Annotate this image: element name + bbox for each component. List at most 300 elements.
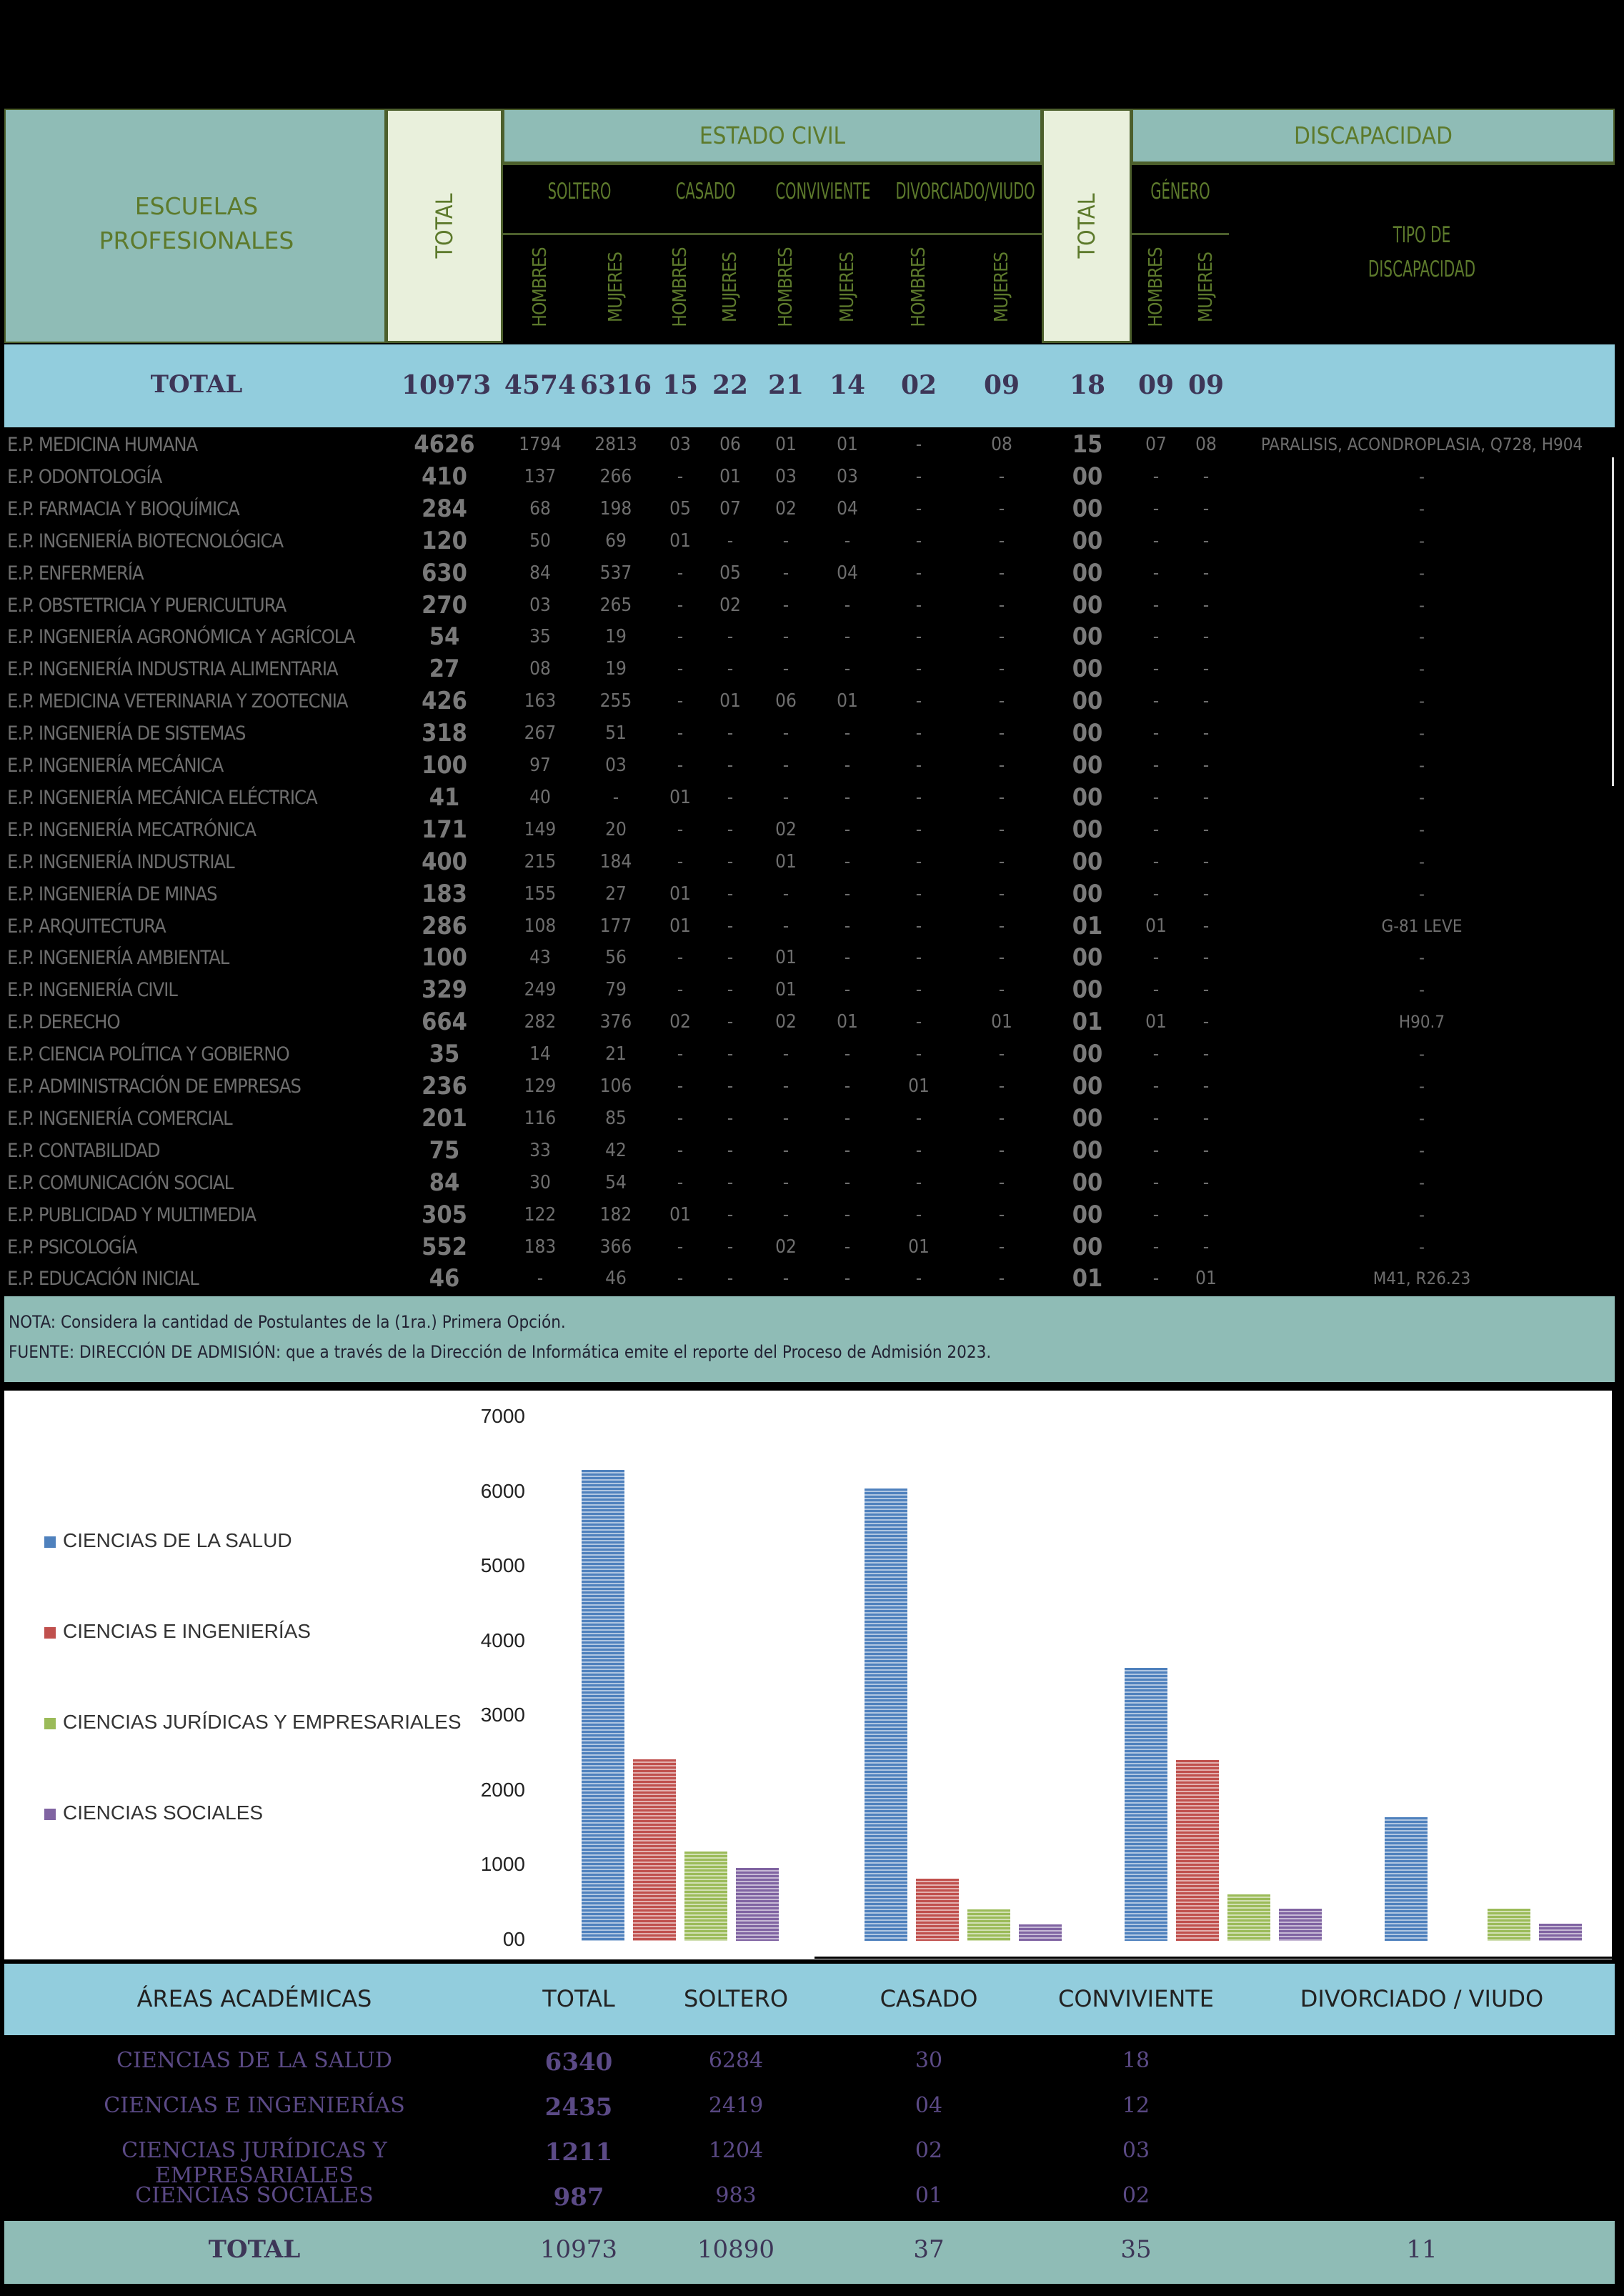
chart-bar: [1279, 1909, 1322, 1941]
table-row: [6, 557, 1613, 590]
table-row: [6, 717, 1613, 750]
cell-value: 68: [529, 497, 551, 520]
cell-value: -: [782, 786, 789, 808]
school-name: E.P. DERECHO: [7, 1011, 120, 1034]
cell-value: -: [782, 626, 789, 648]
header-escuelas: ESCUELAS PROFESIONALES: [99, 192, 294, 254]
cell-value: -: [782, 1139, 789, 1161]
cell-value: 01: [1072, 1264, 1103, 1293]
cell-value: 267: [524, 722, 557, 745]
table-row: [6, 653, 1613, 685]
disability-type: -: [1419, 980, 1425, 1000]
header-mujeres: MUJERES: [719, 252, 741, 322]
cell-value: -: [727, 626, 734, 648]
cell-value: -: [1152, 530, 1160, 552]
header-mujeres: MUJERES: [837, 252, 858, 322]
cell-value: 284: [422, 494, 467, 523]
table-row: [6, 814, 1613, 846]
cell-value: 00: [1072, 1072, 1103, 1100]
cell-value: -: [677, 818, 684, 840]
cell-value: 630: [422, 558, 467, 587]
disability-type: -: [1419, 595, 1425, 615]
cell-value: -: [1152, 626, 1160, 648]
cell-value: 05: [719, 562, 741, 584]
cell-value: 171: [422, 815, 467, 844]
cell-value: 01: [837, 1011, 858, 1033]
disability-type: M41, R26.23: [1373, 1268, 1471, 1289]
total-row-value: 09: [983, 370, 1020, 400]
cell-value: -: [1152, 883, 1160, 905]
cell-value: -: [782, 1268, 789, 1290]
cell-value: 51: [605, 722, 627, 745]
header-total2: TOTAL: [1073, 193, 1100, 259]
cell-value: -: [1202, 883, 1210, 905]
cell-value: -: [998, 1107, 1005, 1129]
total-row-value: 10973: [402, 370, 492, 400]
cell-value: -: [915, 594, 922, 616]
table-row: [6, 429, 1613, 461]
chart-bar: [684, 1852, 727, 1941]
cell-value: 155: [524, 883, 557, 905]
cell-value: -: [915, 1203, 922, 1226]
cell-value: 01: [775, 850, 797, 873]
school-name: E.P. INGENIERÍA INDUSTRIAL: [7, 850, 234, 873]
cell-value: -: [844, 626, 851, 648]
disability-type: -: [1419, 530, 1425, 551]
cell-value: -: [727, 786, 734, 808]
cell-value: -: [782, 1107, 789, 1129]
header-discapacidad: DISCAPACIDAD: [1294, 121, 1453, 149]
school-name: E.P. CONTABILIDAD: [7, 1139, 160, 1162]
cell-value: 02: [775, 818, 797, 840]
cell-value: -: [537, 1268, 544, 1290]
cell-value: 30: [529, 1171, 551, 1193]
cell-value: -: [1152, 1203, 1160, 1226]
cell-value: 56: [605, 947, 627, 969]
cell-value: -: [915, 658, 922, 680]
cell-value: -: [844, 1075, 851, 1097]
cell-value: -: [782, 1043, 789, 1065]
disability-type: G-81 LEVE: [1381, 915, 1463, 936]
cell-value: -: [998, 722, 1005, 745]
cell-value: 552: [422, 1232, 467, 1261]
cell-value: 21: [605, 1043, 627, 1065]
cell-value: -: [844, 947, 851, 969]
cell-value: -: [1202, 755, 1210, 776]
cell-value: 46: [605, 1268, 627, 1290]
header-separator: [1132, 163, 1615, 165]
disability-type: -: [1419, 819, 1425, 840]
summary-total-value: 10890: [697, 2235, 775, 2264]
disability-type: -: [1419, 787, 1425, 807]
cell-value: -: [915, 626, 922, 648]
school-name: E.P. MEDICINA VETERINARIA Y ZOOTECNIA: [7, 690, 348, 713]
summary-area-name: CIENCIAS SOCIALES: [135, 2183, 374, 2208]
cell-value: 1794: [519, 434, 562, 455]
table-row: [6, 461, 1613, 493]
cell-value: 00: [1072, 655, 1103, 684]
cell-value: -: [1202, 947, 1210, 969]
cell-value: 97: [529, 755, 551, 776]
legend-swatch: [44, 1718, 56, 1729]
cell-value: 75: [429, 1135, 460, 1165]
cell-value: -: [1152, 1268, 1160, 1290]
disability-type: -: [1419, 723, 1425, 744]
cell-value: 265: [599, 594, 632, 616]
cell-value: -: [998, 1236, 1005, 1258]
cell-value: 00: [1072, 1135, 1103, 1165]
y-tick-label: 3000: [480, 1704, 525, 1726]
cell-value: 03: [669, 434, 691, 455]
cell-value: 120: [422, 526, 467, 555]
disability-type: -: [1419, 1044, 1425, 1065]
chart-bar: [1539, 1924, 1582, 1941]
school-name: E.P. OBSTETRICIA Y PUERICULTURA: [7, 594, 287, 617]
scrollbar-line: [1612, 457, 1614, 786]
cell-value: 183: [524, 1236, 557, 1258]
cell-value: -: [844, 722, 851, 745]
cell-value: 00: [1072, 975, 1103, 1005]
note-box: [4, 1296, 1615, 1382]
table-row: [6, 525, 1613, 557]
cell-value: -: [998, 947, 1005, 969]
cell-value: 02: [775, 1236, 797, 1258]
cell-value: 02: [669, 1011, 691, 1033]
cell-value: -: [998, 497, 1005, 520]
cell-value: -: [998, 786, 1005, 808]
cell-value: 01: [669, 915, 691, 937]
disability-type: -: [1419, 883, 1425, 904]
table-row: [6, 1006, 1613, 1038]
cell-value: -: [727, 755, 734, 776]
school-name: E.P. ENFERMERÍA: [7, 562, 144, 585]
cell-value: -: [677, 947, 684, 969]
table-row: [6, 621, 1613, 653]
cell-value: 01: [669, 883, 691, 905]
cell-value: -: [915, 755, 922, 776]
cell-value: -: [612, 786, 619, 808]
cell-value: 00: [1072, 1040, 1103, 1069]
cell-value: 2813: [594, 434, 637, 455]
cell-value: 33: [529, 1139, 551, 1161]
cell-value: -: [727, 1075, 734, 1097]
cell-value: -: [844, 883, 851, 905]
disability-type: -: [1419, 1172, 1425, 1193]
cell-value: -: [1152, 947, 1160, 969]
cell-value: -: [915, 690, 922, 712]
cell-value: -: [998, 1043, 1005, 1065]
cell-value: 01: [669, 786, 691, 808]
chart-bar: [1176, 1760, 1219, 1941]
cell-value: -: [677, 755, 684, 776]
table-row: [6, 846, 1613, 878]
cell-value: -: [998, 915, 1005, 937]
school-name: E.P. MEDICINA HUMANA: [7, 434, 198, 456]
cell-value: -: [727, 1107, 734, 1129]
table-row: [6, 1038, 1613, 1070]
cell-value: 266: [599, 465, 632, 487]
header-hombres: HOMBRES: [669, 247, 691, 327]
school-name: E.P. INGENIERÍA COMERCIAL: [7, 1107, 232, 1130]
cell-value: -: [998, 658, 1005, 680]
cell-value: -: [727, 1203, 734, 1226]
chart-bar: [1125, 1668, 1167, 1941]
header-hombres: HOMBRES: [908, 247, 930, 327]
cell-value: 149: [524, 818, 557, 840]
cell-value: -: [1202, 497, 1210, 520]
cell-value: -: [844, 755, 851, 776]
disability-type: H90.7: [1398, 1012, 1445, 1033]
cell-value: 249: [524, 979, 557, 1001]
cell-value: 50: [529, 530, 551, 552]
cell-value: -: [915, 434, 922, 455]
cell-value: 00: [1072, 943, 1103, 973]
cell-value: -: [1202, 1203, 1210, 1226]
summary-area-name: CIENCIAS JURÍDICAS Y EMPRESARIALES: [121, 2138, 387, 2188]
cell-value: -: [844, 1139, 851, 1161]
cell-value: -: [915, 947, 922, 969]
y-tick-label: 2000: [480, 1778, 525, 1801]
cell-value: 01: [719, 690, 741, 712]
cell-value: 426: [422, 687, 467, 716]
cell-value: -: [727, 1139, 734, 1161]
cell-value: 84: [429, 1168, 460, 1197]
summary-header-cell: TOTAL: [542, 1985, 615, 2012]
table-row: [6, 910, 1613, 943]
cell-value: 07: [719, 497, 741, 520]
cell-value: -: [727, 818, 734, 840]
table-row: [6, 1070, 1613, 1103]
cell-value: -: [915, 1043, 922, 1065]
cell-value: -: [1202, 818, 1210, 840]
y-tick-label: 6000: [480, 1479, 525, 1502]
legend-item: [44, 1529, 292, 1552]
cell-value: -: [1152, 1075, 1160, 1097]
cell-value: 664: [422, 1008, 467, 1037]
disability-type: -: [1419, 1076, 1425, 1096]
cell-value: 00: [1072, 526, 1103, 555]
table-row: [6, 493, 1613, 525]
school-name: E.P. PSICOLOGÍA: [7, 1236, 137, 1258]
cell-value: -: [1202, 850, 1210, 873]
cell-value: 14: [529, 1043, 551, 1065]
disability-type: -: [1419, 1236, 1425, 1257]
cell-value: 255: [599, 690, 632, 712]
cell-value: -: [998, 818, 1005, 840]
cell-value: -: [844, 979, 851, 1001]
cell-value: 01: [908, 1236, 930, 1258]
chart-bar: [1227, 1894, 1270, 1941]
cell-value: 27: [429, 655, 460, 684]
cell-value: -: [844, 1107, 851, 1129]
chart-bar: [916, 1879, 959, 1941]
cell-value: -: [1152, 786, 1160, 808]
cell-value: -: [677, 1043, 684, 1065]
school-name: E.P. INGENIERÍA DE SISTEMAS: [7, 722, 246, 745]
legend-swatch: [44, 1809, 56, 1820]
cell-value: 01: [669, 1203, 691, 1226]
header-mujeres: MUJERES: [1195, 252, 1217, 322]
cell-value: -: [782, 1171, 789, 1193]
cell-value: -: [915, 883, 922, 905]
cell-value: -: [998, 626, 1005, 648]
cell-value: -: [915, 1268, 922, 1290]
table-row: [6, 974, 1613, 1006]
cell-value: -: [915, 818, 922, 840]
cell-value: 00: [1072, 782, 1103, 812]
cell-value: -: [727, 850, 734, 873]
cell-value: 00: [1072, 1232, 1103, 1261]
header-hombres: HOMBRES: [1145, 247, 1167, 327]
disability-type: -: [1419, 627, 1425, 647]
cell-value: -: [677, 850, 684, 873]
cell-value: -: [1152, 690, 1160, 712]
cell-value: 01: [837, 434, 858, 455]
cell-value: 00: [1072, 1103, 1103, 1133]
cell-value: 01: [1195, 1268, 1217, 1290]
cell-value: 01: [775, 947, 797, 969]
summary-value: 2419: [708, 2093, 764, 2118]
cell-value: -: [677, 626, 684, 648]
cell-value: -: [1202, 915, 1210, 937]
cell-value: -: [727, 722, 734, 745]
cell-value: -: [677, 1139, 684, 1161]
table-row: [6, 1199, 1613, 1231]
cell-value: -: [727, 915, 734, 937]
total-row-value: 15: [662, 370, 699, 400]
cell-value: -: [844, 1203, 851, 1226]
cell-value: -: [677, 979, 684, 1001]
cell-value: -: [1202, 658, 1210, 680]
cell-value: -: [998, 562, 1005, 584]
cell-value: -: [1152, 755, 1160, 776]
cell-value: 00: [1072, 751, 1103, 780]
header-mujeres: MUJERES: [605, 252, 627, 322]
cell-value: 01: [719, 465, 741, 487]
cell-value: 410: [422, 462, 467, 491]
cell-value: -: [1202, 626, 1210, 648]
cell-value: -: [998, 1171, 1005, 1193]
header-separator: [503, 163, 1042, 165]
school-name: E.P. FARMACIA Y BIOQUÍMICA: [7, 497, 239, 520]
school-name: E.P. INGENIERÍA AMBIENTAL: [7, 947, 229, 970]
summary-value: 18: [1122, 2048, 1150, 2073]
cell-value: 400: [422, 847, 467, 876]
cell-value: -: [915, 786, 922, 808]
cell-value: -: [915, 1171, 922, 1193]
cell-value: -: [782, 915, 789, 937]
cell-value: 00: [1072, 879, 1103, 908]
summary-area-name: CIENCIAS DE LA SALUD: [116, 2048, 392, 2073]
cell-value: -: [1152, 1171, 1160, 1193]
cell-value: -: [1202, 1075, 1210, 1097]
cell-value: -: [915, 850, 922, 873]
cell-value: -: [677, 562, 684, 584]
summary-header-cell: CONVIVIENTE: [1057, 1985, 1215, 2012]
cell-value: -: [677, 722, 684, 745]
cell-value: 01: [837, 690, 858, 712]
cell-value: 69: [605, 530, 627, 552]
cell-value: -: [998, 850, 1005, 873]
disability-type: -: [1419, 755, 1425, 775]
header-conviviente: CONVIVIENTE: [775, 179, 871, 204]
chart-bar: [582, 1470, 624, 1941]
cell-value: -: [782, 722, 789, 745]
cell-value: 35: [529, 626, 551, 648]
cell-value: 4626: [414, 430, 475, 459]
cell-value: -: [727, 1171, 734, 1193]
cell-value: 182: [599, 1203, 632, 1226]
table-row: [6, 750, 1613, 782]
cell-value: 122: [524, 1203, 557, 1226]
school-name: E.P. INGENIERÍA MECÁNICA ELÉCTRICA: [7, 786, 317, 809]
cell-value: -: [998, 690, 1005, 712]
table-row: [6, 782, 1613, 814]
cell-value: -: [782, 658, 789, 680]
school-name: E.P. INGENIERÍA CIVIL: [7, 979, 177, 1002]
cell-value: -: [1202, 594, 1210, 616]
cell-value: 08: [1195, 434, 1217, 455]
cell-value: -: [727, 979, 734, 1001]
cell-value: -: [1202, 1043, 1210, 1065]
header-separator: [1132, 233, 1229, 235]
cell-value: 318: [422, 719, 467, 748]
cell-value: 198: [599, 497, 632, 520]
cell-value: -: [915, 915, 922, 937]
cell-value: 01: [1072, 1008, 1103, 1037]
summary-total-value: 37: [913, 2235, 945, 2264]
table-row: [6, 942, 1613, 974]
cell-value: -: [844, 818, 851, 840]
cell-value: 04: [837, 497, 858, 520]
table-row: [6, 1263, 1613, 1295]
cell-value: 129: [524, 1075, 557, 1097]
chart-bar: [736, 1868, 779, 1941]
cell-value: 137: [524, 465, 557, 487]
summary-value: 02: [915, 2138, 943, 2163]
cell-value: 184: [599, 850, 632, 873]
cell-value: -: [782, 530, 789, 552]
header-estado-civil: ESTADO CIVIL: [699, 121, 846, 149]
cell-value: 05: [669, 497, 691, 520]
cell-value: -: [998, 530, 1005, 552]
cell-value: 01: [991, 1011, 1012, 1033]
cell-value: -: [1152, 594, 1160, 616]
summary-total-label: TOTAL: [208, 2235, 301, 2264]
header-total: TOTAL: [431, 193, 458, 259]
header-soltero: SOLTERO: [547, 179, 612, 204]
cell-value: 01: [1072, 911, 1103, 940]
cell-value: 27: [605, 883, 627, 905]
cell-value: -: [1202, 1236, 1210, 1258]
summary-value: 03: [1122, 2138, 1150, 2163]
cell-value: -: [727, 1011, 734, 1033]
cell-value: -: [998, 755, 1005, 776]
cell-value: 40: [529, 786, 551, 808]
header-divorciado: DIVORCIADO/VIUDO: [895, 179, 1035, 204]
cell-value: -: [998, 883, 1005, 905]
cell-value: -: [915, 1011, 922, 1033]
cell-value: -: [677, 1107, 684, 1129]
cell-value: 43: [529, 947, 551, 969]
summary-header-cell: SOLTERO: [683, 1985, 789, 2012]
school-name: E.P. COMUNICACIÓN SOCIAL: [7, 1171, 234, 1194]
header-tipo: TIPO DE DISCAPACIDAD: [1368, 222, 1476, 282]
cell-value: -: [1152, 1139, 1160, 1161]
table-row: [6, 878, 1613, 910]
cell-value: 00: [1072, 1168, 1103, 1197]
cell-value: -: [677, 1075, 684, 1097]
